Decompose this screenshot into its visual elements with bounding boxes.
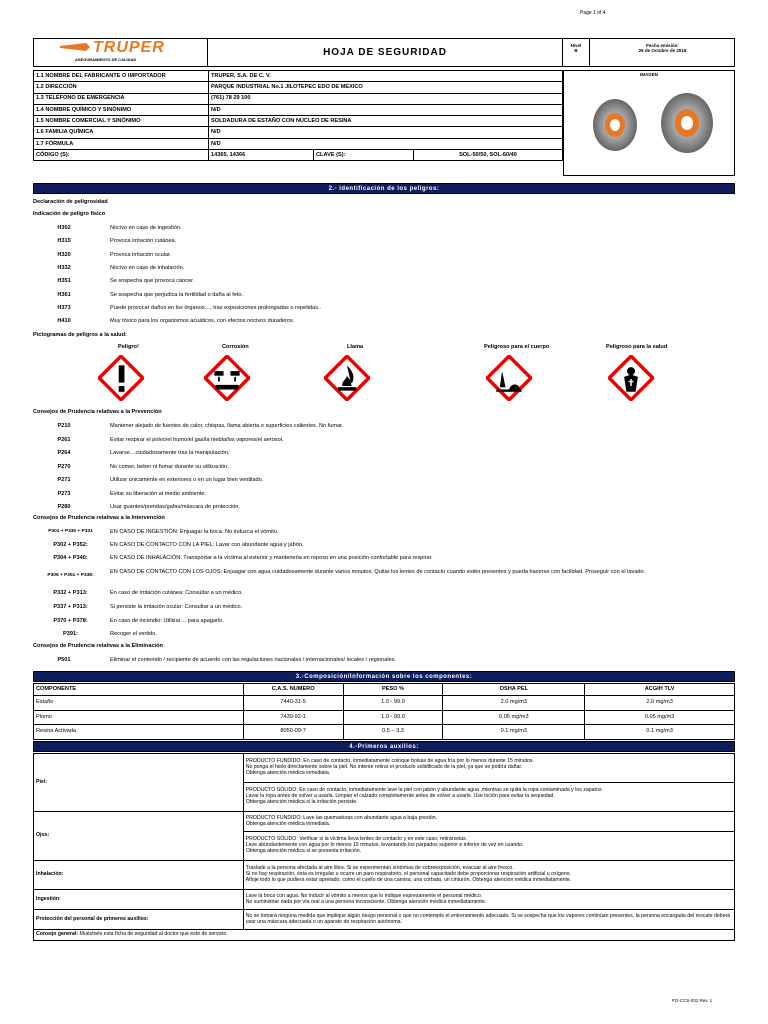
- first-aid-table: [33, 753, 735, 941]
- hazard-code: H410: [57, 318, 71, 325]
- logo-area: [33, 38, 208, 67]
- id-row-value: TRUPER, S.A. DE C. V.: [209, 71, 563, 82]
- components-row: [34, 696, 735, 711]
- hazard-code: H315: [57, 238, 71, 245]
- proteccion-label: Protección del personal de primeros auxilios:: [34, 910, 244, 930]
- id-row: [34, 116, 563, 127]
- exclamation-icon: [98, 355, 144, 404]
- elimination-text: Eliminar el contenido / recipiente de acuerdo con las regulaciones nacionales / internacionales/ locales / regionales.: [110, 657, 397, 663]
- page-number: Page 1 of 4: [580, 10, 606, 16]
- nivel-value: B: [574, 48, 578, 54]
- inhalacion-label: Inhalación:: [34, 861, 244, 890]
- declaracion-label: Declaración de peligrosidad: [33, 199, 108, 205]
- consejo-label: Consejo general:: [36, 931, 79, 938]
- hazard-text: Muy tóxico para los organismos acuáticos, con efectos nocivos duraderos.: [110, 318, 295, 325]
- components-cell: Estaño: [34, 696, 244, 711]
- components-cell: 0.1 mg/m3: [585, 725, 735, 740]
- components-cell: 7440-31-5: [243, 696, 343, 711]
- components-cell: 0.1 mg/m3: [443, 725, 585, 740]
- id-row-value: N/D: [209, 138, 563, 149]
- components-header: PESO %: [343, 684, 443, 696]
- pictogram-label: Peligroso para el cuerpo: [484, 344, 550, 350]
- components-cell: 8050-09-7: [243, 725, 343, 740]
- section2-header: 2.- Identificación de los peligros:: [33, 183, 735, 194]
- nivel-box: [562, 38, 590, 67]
- id-row-value: N/D: [209, 127, 563, 138]
- intervention-text: En caso de incendio: Utilizar… para apagarlo.: [110, 618, 224, 624]
- prevention-text: Evitar su liberación al medio ambiente.: [110, 490, 207, 497]
- logo-subtitle: ASEGURAMIENTO DE CALIDAD: [75, 57, 137, 62]
- id-row: [34, 82, 563, 93]
- prevention-title: Consejos de Prudencia relativas a la Prevención: [33, 409, 162, 415]
- nivel-label: Nivel: [570, 43, 582, 48]
- intervention-title: Consejos de Prudencia relativas a la Intervención: [33, 515, 165, 521]
- prevention-text: Usar guantes/prendas/gafas/máscara de protección.: [110, 504, 240, 510]
- components-cell: 1.0 - 99.0: [343, 710, 443, 725]
- prevention-code: P273: [57, 490, 71, 497]
- components-cell: 7439-92-1: [243, 710, 343, 725]
- id-row-label: 1.2 DIRECCIÓN: [34, 82, 209, 93]
- hazard-text: Provoca irritación cutánea.: [110, 238, 177, 245]
- prevention-code: P271: [57, 477, 71, 483]
- piel-label: Piel:: [34, 754, 244, 812]
- components-row: [34, 710, 735, 725]
- components-header: ACGIH TLV: [585, 684, 735, 696]
- elimination-code: P501: [57, 657, 71, 663]
- clave-value: SOL-50/50, SOL-60/40: [414, 150, 563, 161]
- hazard-text: Se sospecha que provoca cáncer.: [110, 278, 195, 285]
- intervention-text: En caso de irritación cutánea: Consultar a un médico.: [110, 590, 243, 596]
- components-cell: 2.0 mg/m3: [443, 696, 585, 711]
- fecha-value: 26 de Octubre de 2018: [638, 48, 687, 54]
- codigo-row: [34, 150, 563, 161]
- ojos-fundido: PRODUCTO FUNDIDO: Lave las quemaduras con abundante agua a baja presión. Obtenga atención médica inmediata.: [243, 812, 734, 832]
- ojos-label: Ojos:: [34, 812, 244, 861]
- image-panel: [563, 70, 735, 176]
- components-cell: 0.05 mg/m3: [585, 710, 735, 725]
- components-header: COMPONENTE: [34, 684, 244, 696]
- id-row-label: 1.6 FAMILIA QUÍMICA: [34, 127, 209, 138]
- intervention-text: EN CASO DE INGESTIÓN: Enjuagar la boca. No induzca el vómito.: [110, 529, 279, 535]
- intervention-code: P332 + P313:: [53, 590, 88, 596]
- id-row-label: 1.5 NOMBRE COMERCIAL Y SINÓNIMO: [34, 116, 209, 127]
- id-row-label: 1.3 TELÉFONO DE EMERGENCIA: [34, 93, 209, 104]
- logo-text: TRUPER: [93, 39, 165, 56]
- prevention-text: Evitar respirar el polvo/el humo/el gas/la niebla/los vapores/el aerosol.: [110, 436, 284, 443]
- hazard-text: Se sospecha que perjudica la fertilidad o daña al feto.: [110, 291, 244, 298]
- id-row-label: 1.1 NOMBRE DEL FABRICANTE O IMPORTADOR: [34, 71, 209, 82]
- id-row-label: 1.4 NOMBRE QUÍMICO Y SINÓNIMO: [34, 104, 209, 115]
- intervention-text: EN CASO DE CONTACTO CON LA PIEL: Lavar con abundante agua y jabón.: [110, 542, 304, 548]
- id-row: [34, 138, 563, 149]
- hazard-text: Nocivo en caso de inhalación.: [110, 264, 185, 271]
- components-cell: 0.05 mg/m3: [443, 710, 585, 725]
- hazard-text: Puede provocar daños en los órganos…, tras exposiciones prolongadas o repetidas..: [110, 304, 322, 311]
- intervention-text: Recoger el vertido.: [110, 631, 157, 637]
- indicacion-label: Indicación de peligro físico: [33, 211, 106, 217]
- components-cell: 1.0 - 99.0: [343, 696, 443, 711]
- components-cell: 2.0 mg/m3: [585, 696, 735, 711]
- prevention-code: P270: [57, 463, 71, 470]
- intervention-text: EN CASO DE CONTACTO CON LOS OJOS: Enjuagar con agua cuidadosamente durante varios minutos. Quitar los lentes de contacto cuando estén presentes y pueda hacerse con facilidad. Proseguir con el lavado.: [110, 569, 646, 575]
- pictogram-label: Peligro!: [118, 344, 139, 350]
- id-row-value: (761) 78 29 100: [209, 93, 563, 104]
- truper-wing-icon: [60, 41, 90, 53]
- pictogram-label: Llama: [347, 344, 364, 350]
- fecha-box: [590, 38, 735, 67]
- intervention-code: P302 + P352:: [53, 542, 88, 548]
- intervention-code: P304 + P340:: [53, 555, 88, 561]
- prevention-text: Lavarse…cuidadosamente tras la manipulación.: [110, 450, 230, 456]
- elimination-title: Consejos de Prudencia relativas a la Eliminación: [33, 643, 163, 649]
- id-row: [34, 93, 563, 104]
- components-header: C.A.S. NUMERO: [243, 684, 343, 696]
- prevention-text: Utilizar únicamente en exteriores o en un lugar bien ventilado.: [110, 477, 264, 483]
- hazard-code: H373: [57, 304, 71, 311]
- pictogram-title: Pictogramas de peligros a la salud:: [33, 332, 127, 338]
- hazard-text: Nocivo en caso de ingestión.: [110, 225, 182, 231]
- ingestion-text: Lave la boca con agua. No inducir al vómito a menos que lo indique expresamente el personal médico. No suministrar nada por vía oral a una persona inconsciente. Obtenga atención médica inmediatamente.: [243, 890, 734, 910]
- page-title: HOJA DE SEGURIDAD: [323, 47, 447, 58]
- ingestion-label: Ingestión:: [34, 890, 244, 910]
- pictogram-label: Peligroso para la salud: [606, 344, 668, 350]
- prevention-code: P280: [57, 504, 71, 510]
- intervention-code: P370 + P378:: [53, 618, 88, 624]
- corrosion-icon: [204, 355, 250, 404]
- fecha-label: Fecha emisión:: [646, 43, 679, 48]
- solder-spools-image: [579, 83, 729, 173]
- piel-solido: PRODUCTO SÓLIDO: En caso de contacto, inmediatamente lave la piel con jabón y abundante agua ,mientras se quita la ropa contaminada y los zapatos. Lavar la ropa antes de volver a usarla. Limpiar el calzado completamente antes de volver a usarlo. Use loción para evitar la sequedad. Obtenga atención médica si la irritación persiste.: [243, 783, 734, 812]
- intervention-code: P391:: [63, 631, 78, 637]
- id-row-value: PARQUE INDUSTRIAL No.1 JILOTEPEC EDO DE MEXICO: [209, 82, 563, 93]
- id-row-value: SOLDADURA DE ESTAÑO CON NÚCLEO DE RESINA: [209, 116, 563, 127]
- components-row: [34, 725, 735, 740]
- intervention-text: Si persiste la irritación ocular: Consultar a un médico.: [110, 604, 243, 610]
- id-table: [33, 70, 563, 161]
- components-header-row: [34, 684, 735, 696]
- id-row-value: N/D: [209, 104, 563, 115]
- prevention-code: P210: [57, 423, 71, 429]
- intervention-code: P305 + P351 + P338:: [47, 573, 94, 578]
- environment-icon: [486, 355, 532, 404]
- prevention-code: P264: [57, 450, 71, 456]
- id-row-label: 1.7 FÓRMULA: [34, 138, 209, 149]
- components-table: [33, 683, 735, 740]
- hazard-code: H302: [57, 225, 71, 231]
- section3-header: 3.-Composición/Información sobre los componentes:: [33, 671, 735, 682]
- inhalacion-text: Traslade a la persona afectada al aire libre. Si se experimentan síntomas de sobreexposición, evacuar al aire fresco. Si no hay respiración, ésta es irregular u ocurre un paro respiratorio, el personal capacitado debe proporcionar respiración artificial u oxígeno. Afloje todo lo que pudiera estar apretado, como el cuello de una camisa, una corbata, un cinturón. Obtenga atención médica inmediatamente.: [243, 861, 734, 890]
- ojos-solido: PRODUCTO SÓLIDO: Verificar si la víctima lleva lentes de contacto y en este caso, retirárselas. Lave abundantemente con agua por lo menos 15 minutos, levantando los párpados superior e inferior de vez en cuando. Obtenga atención médica si se presenta irritación.: [243, 832, 734, 861]
- components-cell: Resina Activada: [34, 725, 244, 740]
- health-hazard-icon: [608, 355, 654, 404]
- hazard-text: Provoca irritación ocular.: [110, 251, 172, 258]
- prevention-text: No comer, beber ni fumar durante su utilización.: [110, 463, 229, 470]
- consejo-text: Muéstrele esta ficha de seguridad al doctor que esté de servicio.: [79, 931, 228, 938]
- footer-code: FO-CCS-031 Rev. 1: [672, 998, 713, 1003]
- proteccion-text: No se tomará ninguna medida que implique algún riesgo personal o que no contemple el entrenamiento adecuado. Si se sospecha que los vapores continúan presentes, la persona encargada del rescate deberá usar una máscara adecuada o un aparato de respiración autónoma.: [243, 910, 734, 930]
- id-row: [34, 71, 563, 82]
- section4-header: 4.-Primeros auxilios:: [33, 741, 735, 752]
- id-row: [34, 104, 563, 115]
- clave-label: CLAVE (S):: [314, 150, 414, 161]
- hazard-code: H361: [57, 291, 71, 298]
- piel-fundido: PRODUCTO FUNDIDO: En caso de contacto, inmediatamente coloque bolsas de agua fría por lo menos durante 15 minutos. No ponga el hielo directamente sobre la piel. No intente retirar el producto solidificado de la piel, ya que se podría dañar. Obtenga atención médica inmediata.: [243, 754, 734, 783]
- components-cell: Plomo: [34, 710, 244, 725]
- flame-icon: [324, 355, 370, 404]
- image-label: IMAGEN: [640, 72, 658, 77]
- pictogram-label: Corrosión: [222, 344, 249, 350]
- prevention-code: P261: [57, 436, 71, 443]
- id-row: [34, 127, 563, 138]
- intervention-text: EN CASO DE INHALACIÓN: Transportar a la víctima al exterior y mantenerla en reposo en una posición confortable para respirar.: [110, 555, 433, 561]
- codigo-label: CÓDIGO (S):: [34, 150, 209, 161]
- components-cell: 0.5 – 3.3: [343, 725, 443, 740]
- hazard-code: H332: [57, 264, 71, 271]
- components-header: OSHA PEL: [443, 684, 585, 696]
- hazard-code: H320: [57, 251, 71, 258]
- codigo-value: 14365, 14366: [209, 150, 314, 161]
- intervention-code: P337 + P313:: [53, 604, 88, 610]
- hazard-code: H351: [57, 278, 71, 285]
- prevention-text: Mantener alejado de fuentes de calor, chispas, llama abierta o superficies calientes. No fumar.: [110, 423, 344, 429]
- intervention-code: P301 + P330 + P331: [48, 529, 93, 534]
